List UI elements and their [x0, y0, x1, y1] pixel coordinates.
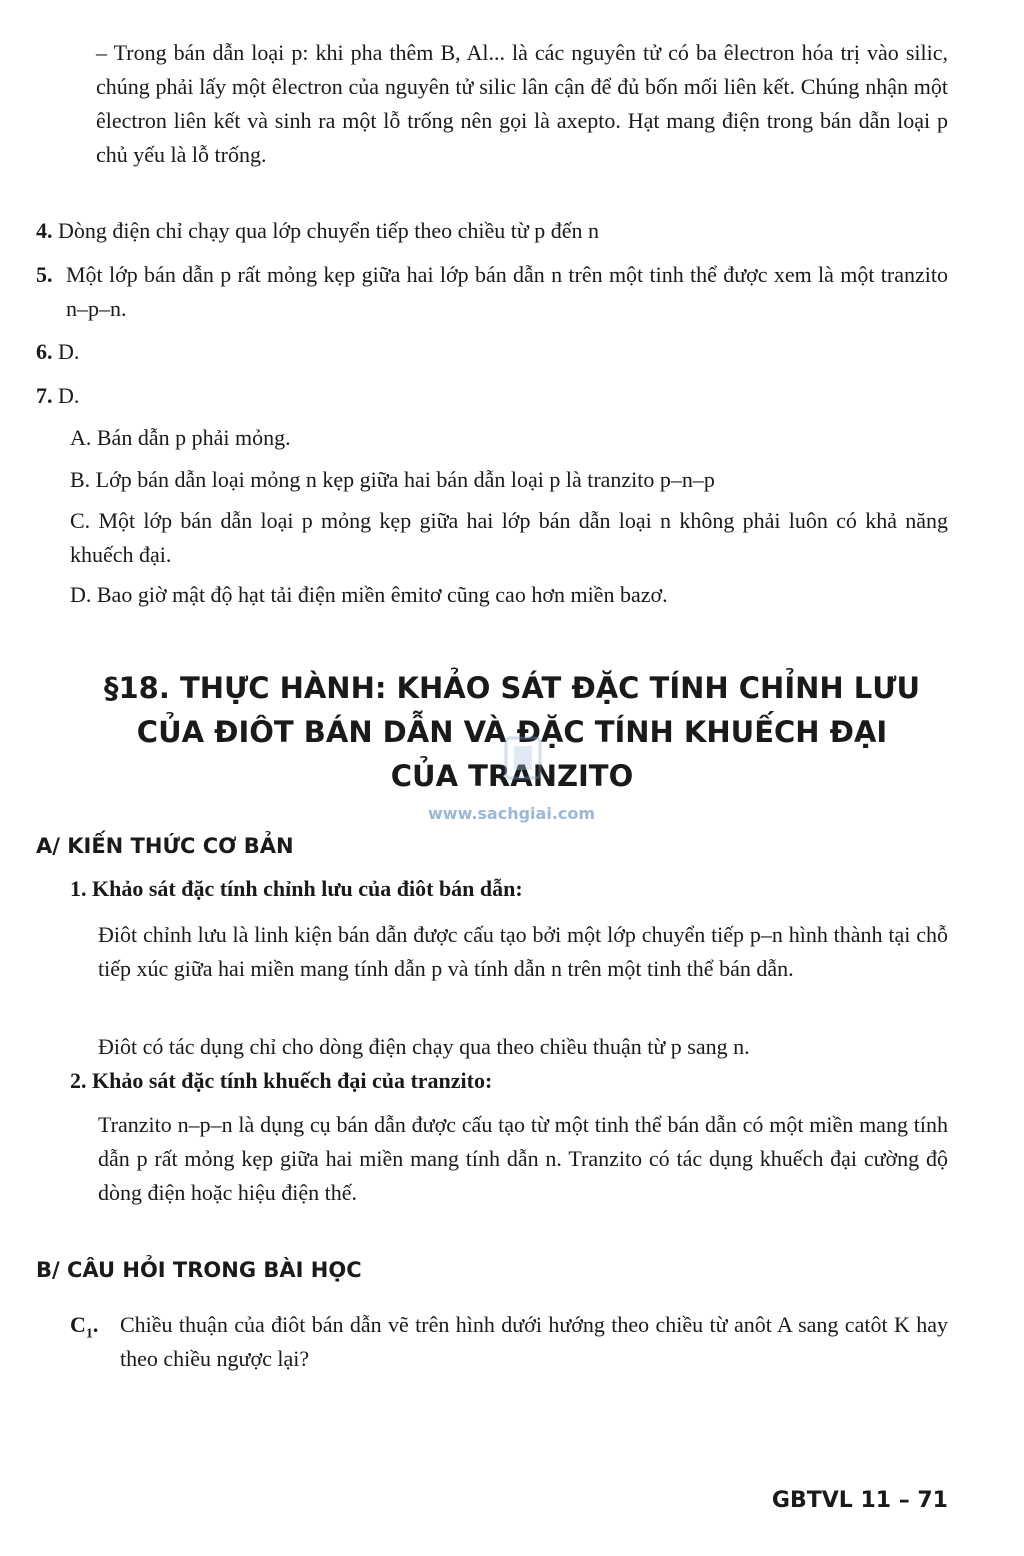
- option-b: B. Lớp bán dẫn loại mỏng n kẹp giữa hai bán dẫn loại p là tranzito p–n–p: [70, 467, 715, 492]
- book-icon: [408, 736, 638, 780]
- paragraph-transistor: Tranzito n–p–n là dụng cụ bán dẫn được cấu tạo từ một tinh thể bán dẫn có một miền mang tính dẫn p rất mỏng kẹp giữa hai miền mang tính dẫn n. Tranzito có tác dụng khuếch đại cường độ dòng điện hoặc hiệu điện thế.: [98, 1112, 948, 1205]
- paragraph-diode: Điôt chỉnh lưu là linh kiện bán dẫn được cấu tạo bởi một lớp chuyển tiếp p–n hình thành tại chỗ tiếp xúc giữa hai miền mang tính dẫn p và tính dẫn n trên một tinh thể bán dẫn.: [98, 922, 948, 981]
- watermark-url: www.sachgiai.com: [428, 804, 596, 823]
- section-title-line-2: CỦA ĐIÔT BÁN DẪN VÀ ĐẶC TÍNH KHUẾCH ĐẠI: [136, 715, 888, 749]
- section-title-line-3: CỦA TRANZITO: [390, 759, 634, 793]
- item-number: 5.: [36, 262, 53, 287]
- subheading-2: 2. Khảo sát đặc tính khuếch đại của tranzito:: [70, 1068, 493, 1093]
- answer-item-4: [36, 214, 948, 248]
- page-footer: GBTVL 11 – 71: [771, 1488, 948, 1513]
- subheading-1: 1. Khảo sát đặc tính chỉnh lưu của điôt bán dẫn:: [70, 876, 523, 901]
- option-d: D. Bao giờ mật độ hạt tải điện miền êmitơ cũng cao hơn miền bazơ.: [70, 582, 668, 607]
- item-number: 7.: [36, 383, 53, 408]
- paragraph-diode-function: Điôt có tác dụng chỉ cho dòng điện chạy qua theo chiều thuận từ p sang n.: [98, 1034, 750, 1059]
- item-number: 4.: [36, 218, 53, 243]
- answer-item-6: [36, 335, 79, 369]
- item-number: 6.: [36, 339, 53, 364]
- item-text: Một lớp bán dẫn p rất mỏng kẹp giữa hai lớp bán dẫn n trên một tinh thể được xem là một tranzito n–p–n.: [66, 262, 948, 321]
- question-text: Chiều thuận của điôt bán dẫn vẽ trên hình dưới hướng theo chiều từ anôt A sang catôt K hay theo chiều ngược lại?: [120, 1312, 948, 1371]
- option-a: A. Bán dẫn p phải mỏng.: [70, 425, 291, 450]
- option-c-text: C. Một lớp bán dẫn loại p mỏng kẹp giữa hai lớp bán dẫn loại n không phải luôn có khả năng khuếch đại.: [70, 508, 948, 567]
- heading-a: A/ KIẾN THỨC CƠ BẢN: [36, 834, 294, 858]
- section-title-line-1: §18. THỰC HÀNH: KHẢO SÁT ĐẶC TÍNH CHỈNH LƯU: [103, 671, 921, 705]
- p-type-paragraph: – Trong bán dẫn loại p: khi pha thêm B, Al... là các nguyên tử có ba êlectron hóa trị vào silic, chúng phải lấy một êlectron của nguyên tử silic lân cận để đủ bốn mối liên kết. Chúng nhận một êlectron liên kết và sinh ra một lỗ trống nên gọi là axepto. Hạt mang điện trong bán dẫn loại p chủ yếu là lỗ trống.: [96, 40, 948, 167]
- item-text: D.: [58, 383, 80, 408]
- question-label: $C_1$.: [70, 1312, 99, 1342]
- item-text: Dòng điện chỉ chạy qua lớp chuyển tiếp theo chiều từ p đến n: [58, 218, 600, 243]
- answer-item-7: [36, 379, 79, 413]
- item-text: D.: [58, 339, 80, 364]
- heading-b: B/ CÂU HỎI TRONG BÀI HỌC: [36, 1258, 362, 1282]
- watermark-logo: [408, 736, 638, 780]
- option-c: [70, 504, 948, 572]
